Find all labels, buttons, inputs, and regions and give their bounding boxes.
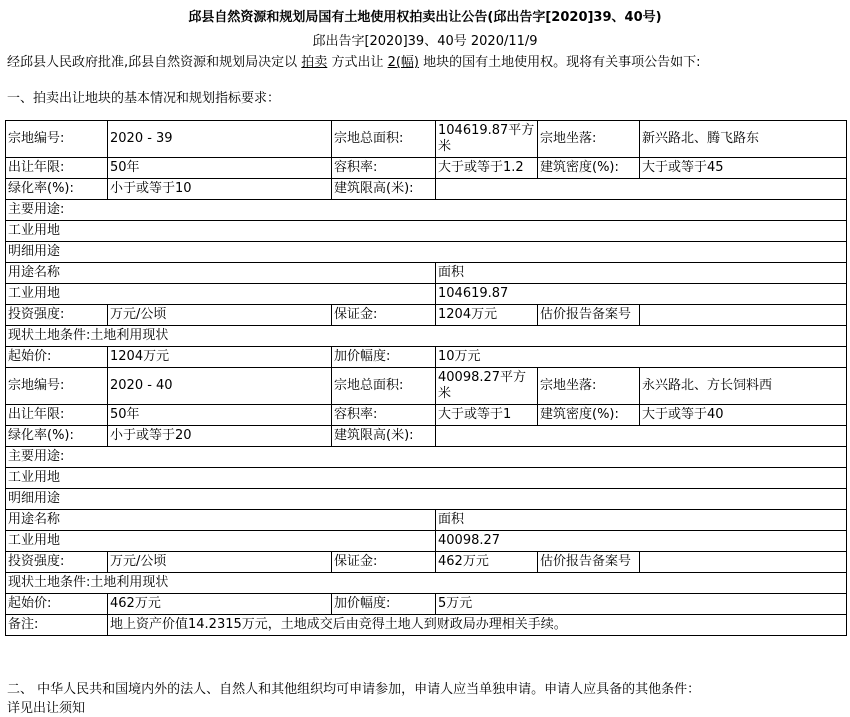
parcel-1-appraisal — [640, 305, 847, 326]
label-appraisal: 估价报告备案号 — [538, 552, 640, 573]
parcel-2-increment: 5万元 — [436, 594, 847, 615]
label-increment: 加价幅度: — [332, 594, 436, 615]
table-row — [6, 573, 847, 594]
parcel-2-density: 大于或等于40 — [640, 405, 847, 426]
label-detail-use: 明细用途 — [6, 489, 847, 510]
label-location: 宗地坐落: — [538, 121, 640, 158]
table-row — [6, 305, 847, 326]
parcel-2-start-price: 462万元 — [108, 594, 332, 615]
intro-prefix: 经邱县人民政府批准,邱县自然资源和规划局决定以 — [7, 55, 298, 70]
table-row — [6, 284, 847, 305]
table-row — [6, 242, 847, 263]
intro-method: 拍卖 — [301, 55, 328, 70]
parcel-2-term: 50年 — [108, 405, 332, 426]
parcel-2-area: 40098.27 — [436, 531, 847, 552]
table-row — [6, 468, 847, 489]
parcel-2-total-area: 40098.27平方米 — [436, 368, 538, 405]
table-row — [6, 594, 847, 615]
intro-suffix: 地块的国有土地使用权。现将有关事项公告如下: — [423, 55, 701, 70]
label-use-name: 用途名称 — [6, 510, 436, 531]
label-green: 绿化率(%): — [6, 179, 108, 200]
label-start-price: 起始价: — [6, 594, 108, 615]
parcel-1-use-name: 工业用地 — [6, 284, 436, 305]
label-parcel-no: 宗地编号: — [6, 121, 108, 158]
parcel-1-condition — [6, 326, 847, 347]
parcel-1-height — [436, 179, 847, 200]
label-deposit: 保证金: — [332, 305, 436, 326]
parcel-1-location: 新兴路北、腾飞路东 — [640, 121, 847, 158]
parcel-1-total-area: 104619.87平方米 — [436, 121, 538, 158]
parcel-2-far: 大于或等于1 — [436, 405, 538, 426]
label-condition: 现状土地条件: — [8, 328, 91, 343]
table-row — [6, 405, 847, 426]
land-parcel-table — [5, 120, 847, 636]
label-height: 建筑限高(米): — [332, 179, 436, 200]
intro-paragraph — [7, 51, 701, 70]
section-1-heading: 一、拍卖出让地块的基本情况和规划指标要求： — [7, 91, 281, 106]
label-investment: 投资强度: — [6, 305, 108, 326]
table-row — [6, 489, 847, 510]
parcel-1-increment: 10万元 — [436, 347, 847, 368]
parcel-1-green: 小于或等于10 — [108, 179, 332, 200]
label-far: 容积率: — [332, 405, 436, 426]
label-detail-use: 明细用途 — [6, 242, 847, 263]
label-remark: 备注: — [6, 615, 108, 636]
see-notice-text: 详见出让须知 — [7, 701, 86, 716]
label-location: 宗地坐落: — [538, 368, 640, 405]
label-term: 出让年限: — [6, 405, 108, 426]
label-height: 建筑限高(米): — [332, 426, 436, 447]
parcel-2-remark: 地上资产价值14.2315万元，土地成交后由竞得土地人到财政局办理相关手续。 — [108, 615, 847, 636]
label-parcel-no: 宗地编号: — [6, 368, 108, 405]
parcel-2-deposit: 462万元 — [436, 552, 538, 573]
page-title: 邱县自然资源和规划局国有土地使用权拍卖出让公告(邱出告字[2020]39、40号) — [188, 10, 662, 25]
parcel-2-use-name: 工业用地 — [6, 531, 436, 552]
label-density: 建筑密度(%): — [538, 405, 640, 426]
parcel-1-term: 50年 — [108, 158, 332, 179]
label-deposit: 保证金: — [332, 552, 436, 573]
parcel-1-main-use: 工业用地 — [6, 221, 847, 242]
label-area: 面积 — [436, 510, 847, 531]
label-increment: 加价幅度: — [332, 347, 436, 368]
table-row — [6, 552, 847, 573]
label-total-area: 宗地总面积: — [332, 368, 436, 405]
table-row — [6, 326, 847, 347]
parcel-2-no: 2020 - 40 — [108, 368, 332, 405]
parcel-2-location: 永兴路北、方长饲料西 — [640, 368, 847, 405]
table-row — [6, 221, 847, 242]
notice-number-date: 邱出告字[2020]39、40号 2020/11/9 — [312, 34, 538, 49]
label-term: 出让年限: — [6, 158, 108, 179]
parcel-1-density: 大于或等于45 — [640, 158, 847, 179]
label-investment: 投资强度: — [6, 552, 108, 573]
table-row — [6, 368, 847, 405]
parcel-2-appraisal — [640, 552, 847, 573]
parcel-2-height — [436, 426, 847, 447]
table-row — [6, 531, 847, 552]
parcel-2-green: 小于或等于20 — [108, 426, 332, 447]
label-condition: 现状土地条件: — [8, 575, 91, 590]
parcel-2-condition-value: 土地利用现状 — [90, 575, 169, 590]
label-area: 面积 — [436, 263, 847, 284]
table-row — [6, 200, 847, 221]
parcel-2-investment: 万元/公顷 — [108, 552, 332, 573]
parcel-1-deposit: 1204万元 — [436, 305, 538, 326]
label-density: 建筑密度(%): — [538, 158, 640, 179]
label-main-use: 主要用途: — [6, 447, 847, 468]
table-row — [6, 121, 847, 158]
label-total-area: 宗地总面积: — [332, 121, 436, 158]
parcel-1-investment: 万元/公顷 — [108, 305, 332, 326]
parcel-1-no: 2020 - 39 — [108, 121, 332, 158]
table-row — [6, 263, 847, 284]
label-start-price: 起始价: — [6, 347, 108, 368]
table-row — [6, 347, 847, 368]
table-row — [6, 447, 847, 468]
table-row — [6, 426, 847, 447]
label-far: 容积率: — [332, 158, 436, 179]
parcel-1-area: 104619.87 — [436, 284, 847, 305]
table-row — [6, 510, 847, 531]
label-use-name: 用途名称 — [6, 263, 436, 284]
parcel-1-far: 大于或等于1.2 — [436, 158, 538, 179]
table-row — [6, 615, 847, 636]
parcel-1-condition-value: 土地利用现状 — [90, 328, 169, 343]
section-2-paragraph: 二、 中华人民共和国境内外的法人、自然人和其他组织均可申请参加，申请人应当单独申请。申请人应具备的其他条件： — [7, 682, 701, 697]
label-green: 绿化率(%): — [6, 426, 108, 447]
label-main-use: 主要用途: — [6, 200, 847, 221]
parcel-1-start-price: 1204万元 — [108, 347, 332, 368]
label-appraisal: 估价报告备案号 — [538, 305, 640, 326]
parcel-2-condition — [6, 573, 847, 594]
table-row — [6, 179, 847, 200]
parcel-2-main-use: 工业用地 — [6, 468, 847, 489]
intro-count: 2(幅) — [387, 55, 420, 70]
table-row — [6, 158, 847, 179]
intro-middle: 方式出让 — [331, 55, 384, 70]
